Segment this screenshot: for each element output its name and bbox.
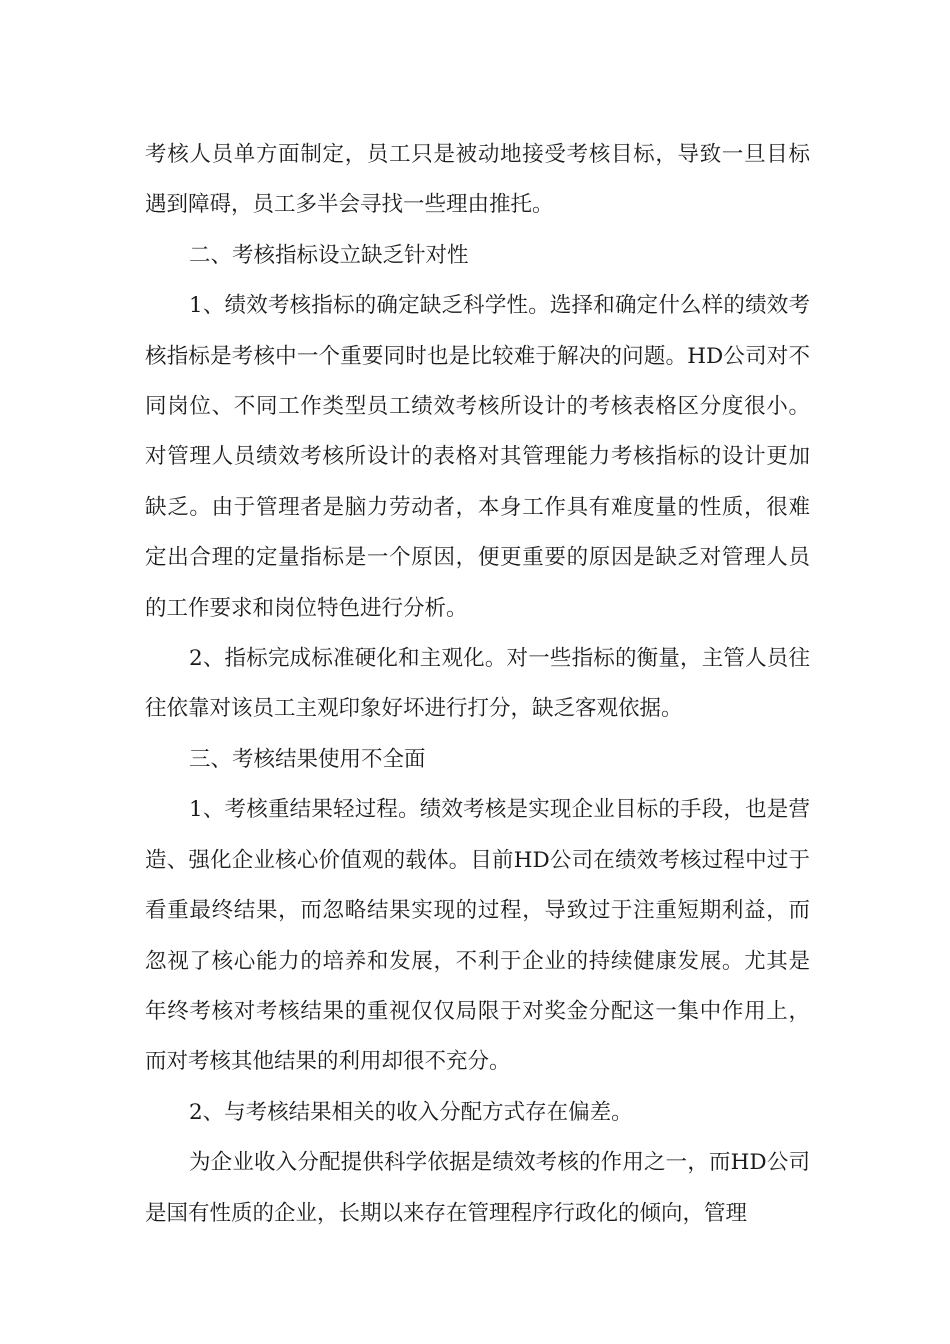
paragraph-1: 考核人员单方面制定，员工只是被动地接受考核目标，导致一旦目标遇到障碍，员工多半会寻找一些理由推托。 xyxy=(145,142,810,218)
paragraph-3-2-body: 为企业收入分配提供科学依据是绩效考核的作用之一，而HD公司是国有性质的企业，长期以来存在管理程序行政化的倾向，管理 xyxy=(145,1150,810,1226)
document-body xyxy=(145,130,810,1239)
paragraph-2-1: 1、绩效考核指标的确定缺乏科学性。选择和确定什么样的绩效考核指标是考核中一个重要同时也是比较难于解决的问题。HD公司对不同岗位、不同工作类型员工绩效考核所设计的考核表格区分度很小。对管理人员绩效考核所设计的表格对其管理能力考核指标的设计更加缺乏。由于管理者是脑力劳动者，本身工作具有难度量的性质，很难定出合理的定量指标是一个原因，便更重要的原因是缺乏对管理人员的工作要求和岗位特色进行分析。 xyxy=(145,293,810,621)
section-heading-3: 三、考核结果使用不全面 xyxy=(189,746,426,772)
paragraph-2-2: 2、指标完成标准硬化和主观化。对一些指标的衡量，主管人员往往依靠对该员工主观印象好坏进行打分，缺乏客观依据。 xyxy=(145,646,810,722)
paragraph-3-1: 1、考核重结果轻过程。绩效考核是实现企业目标的手段，也是营造、强化企业核心价值观的载体。目前HD公司在绩效考核过程中过于看重最终结果，而忽略结果实现的过程，导致过于注重短期利益，而忽视了核心能力的培养和发展，不利于企业的持续健康发展。尤其是年终考核对考核结果的重视仅仅局限于对奖金分配这一集中作用上，而对考核其他结果的利用却很不充分。 xyxy=(145,797,810,1075)
section-heading-2: 二、考核指标设立缺乏针对性 xyxy=(189,242,469,268)
paragraph-3-2: 2、与考核结果相关的收入分配方式存在偏差。 xyxy=(189,1099,633,1125)
